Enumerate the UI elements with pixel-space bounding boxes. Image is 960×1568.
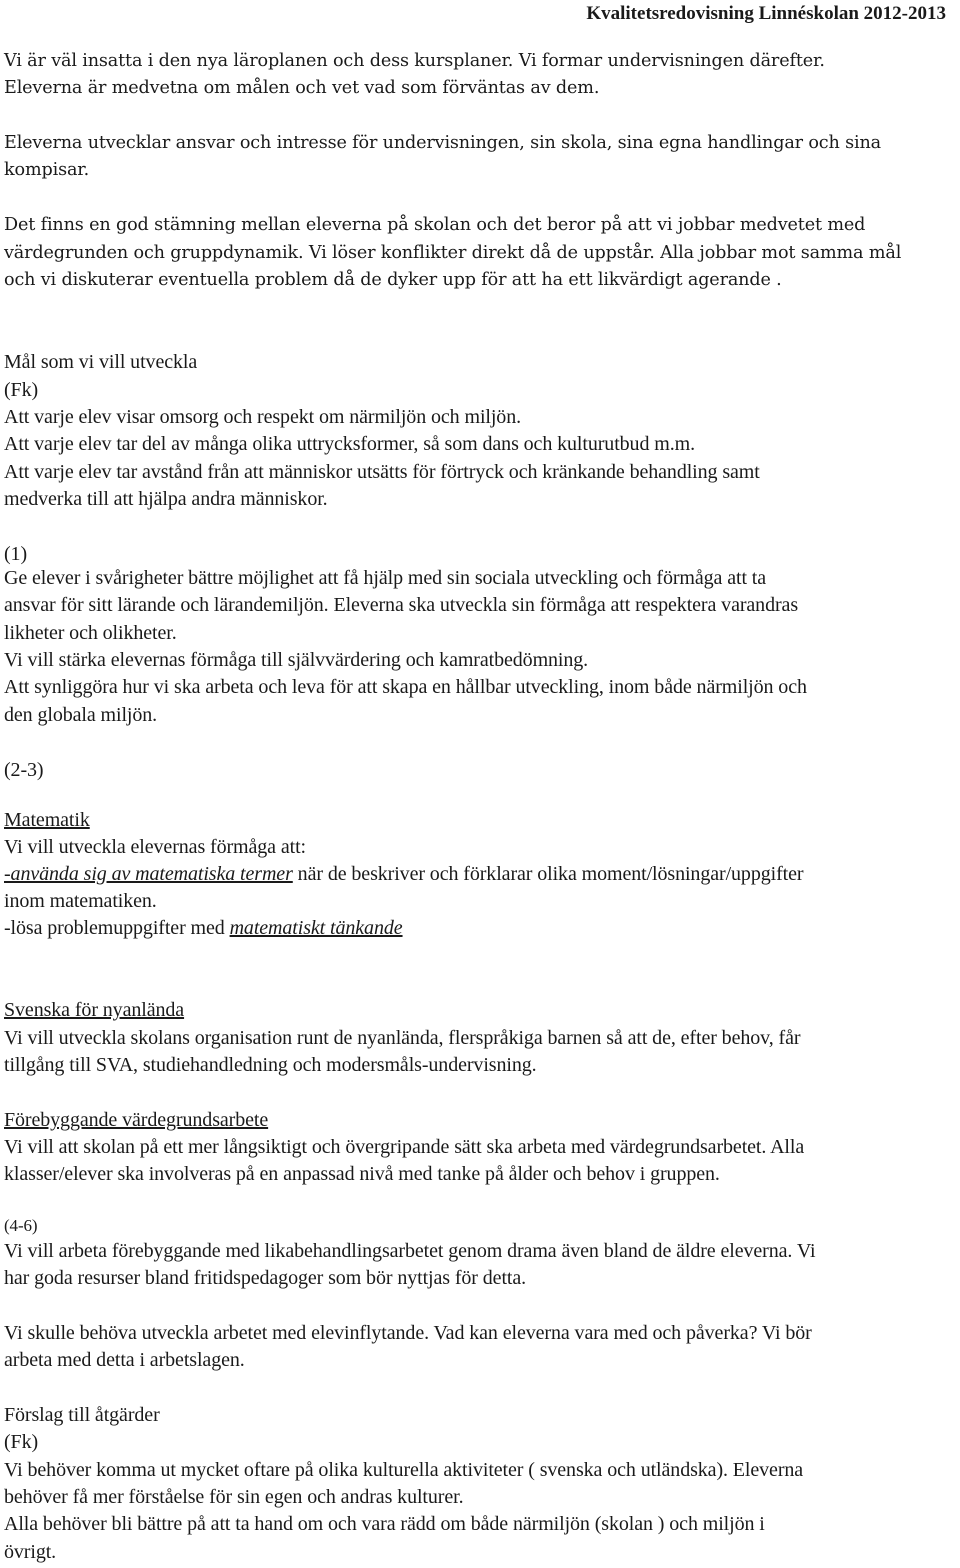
- paragraph-line: [4, 240, 901, 267]
- paragraph-line: Vi vill stärka elevernas förmåga till självvärdering och kamratbedömning.: [4, 649, 589, 671]
- paragraph-line: den globala miljön.: [4, 704, 158, 726]
- paragraph-line: Eleverna är medvetna om målen och vet vad som förväntas av dem.: [4, 78, 600, 98]
- goal-line: Att varje elev tar avstånd från att människor utsätts för förtryck och kränkande behandling samt: [4, 461, 760, 483]
- underlined-term: matematiskt tänkande: [229, 917, 403, 939]
- paragraph-line: Vi vill arbeta förebyggande med likabehandlingsarbetet genom drama även bland de äldre eleverna. Vi: [4, 1240, 816, 1262]
- paragraph-line: Eleverna utvecklar ansvar och intresse för undervisningen, sin skola, sina egna handlingar och sina: [4, 133, 882, 153]
- section-heading: Mål som vi vill utveckla: [4, 351, 198, 373]
- paragraph-line: och vi diskuterar eventuella problem då de dyker upp för att ha ett likvärdigt agerande .: [4, 270, 782, 290]
- underlined-term: -använda sig av matematiska termer: [4, 863, 293, 885]
- goal-line: Att varje elev visar omsorg och respekt om närmiljön och miljön.: [4, 406, 522, 428]
- paragraph-line: Vi vill att skolan på ett mer långsiktigt och övergripande sätt ska arbeta med värdegrundsarbetet. Alla: [4, 1136, 805, 1158]
- section-heading: Förslag till åtgärder: [4, 1404, 160, 1426]
- grade-label: (Fk): [4, 1431, 39, 1453]
- paragraph-line: Vi behöver komma ut mycket oftare på olika kulturella aktiviteter ( svenska och utländska). Eleverna: [4, 1459, 804, 1481]
- paragraph-line: likheter och olikheter.: [4, 622, 177, 644]
- paragraph-line: övrigt.: [4, 1541, 57, 1563]
- paragraph-line: klasser/elever ska involveras på en anpassad nivå med tanke på ålder och behov i gruppen.: [4, 1163, 720, 1185]
- text-span: -lösa problemuppgifter med: [4, 917, 230, 939]
- paragraph-line: ansvar för sitt lärande och lärandemiljön. Eleverna ska utveckla sin förmåga att respektera varandras: [4, 594, 799, 616]
- paragraph-line: behöver få mer förståelse för sin egen och andras kulturer.: [4, 1486, 464, 1508]
- page-header-title: Kvalitetsredovisning Linnéskolan 2012-2013: [586, 3, 946, 24]
- grade-label: (1): [4, 543, 28, 565]
- text-span: värdegrunden och gruppdynamik. Vi löser konflikter direkt då de uppstår.: [4, 243, 655, 263]
- paragraph-line: [4, 861, 803, 888]
- grade-label: (2-3): [4, 759, 44, 781]
- paragraph-line: har goda resurser bland fritidspedagoger som bör nyttjas för detta.: [4, 1267, 527, 1289]
- section-heading-math: Matematik: [4, 809, 90, 831]
- text-span: när de beskriver och förklarar olika moment/lösningar/uppgifter: [292, 863, 804, 885]
- paragraph-line: inom matematiken.: [4, 890, 157, 912]
- section-heading-values: Förebyggande värdegrundsarbete: [4, 1109, 269, 1131]
- section-heading-swedish: Svenska för nyanlända: [4, 999, 185, 1021]
- paragraph-line: Att synliggöra hur vi ska arbeta och leva för att skapa en hållbar utveckling, inom både närmiljön och: [4, 676, 807, 698]
- paragraph-line: [4, 915, 403, 942]
- goal-line: medverka till att hjälpa andra människor.: [4, 488, 328, 510]
- grade-label: (Fk): [4, 379, 39, 401]
- paragraph-line: Det finns en god stämning mellan eleverna på skolan och det beror på att vi jobbar medvetet med: [4, 215, 866, 235]
- paragraph-line: Ge elever i svårigheter bättre möjlighet att få hjälp med sin sociala utveckling och förmåga att ta: [4, 567, 767, 589]
- text-span: Alla jobbar mot samma mål: [654, 243, 902, 263]
- paragraph-line: Vi skulle behöva utveckla arbetet med elevinflytande. Vad kan eleverna vara med och påverka? Vi bör: [4, 1322, 812, 1344]
- paragraph-line: arbeta med detta i arbetslagen.: [4, 1349, 245, 1371]
- paragraph-line: Vi vill utveckla elevernas förmåga att:: [4, 836, 306, 858]
- paragraph-line: tillgång till SVA, studiehandledning och modersmåls-undervisning.: [4, 1054, 537, 1076]
- paragraph-line: Alla behöver bli bättre på att ta hand om och vara rädd om både närmiljön (skolan ) och miljön i: [4, 1513, 765, 1535]
- paragraph-line: kompisar.: [4, 160, 90, 180]
- grade-label: (4-6): [4, 1216, 38, 1235]
- paragraph-line: Vi är väl insatta i den nya läroplanen och dess kursplaner. Vi formar undervisningen därefter.: [4, 51, 825, 71]
- paragraph-line: Vi vill utveckla skolans organisation runt de nyanlända, flerspråkiga barnen så att de, efter behov, får: [4, 1027, 801, 1049]
- goal-line: Att varje elev tar del av många olika uttrycksformer, så som dans och kulturutbud m.m.: [4, 433, 695, 455]
